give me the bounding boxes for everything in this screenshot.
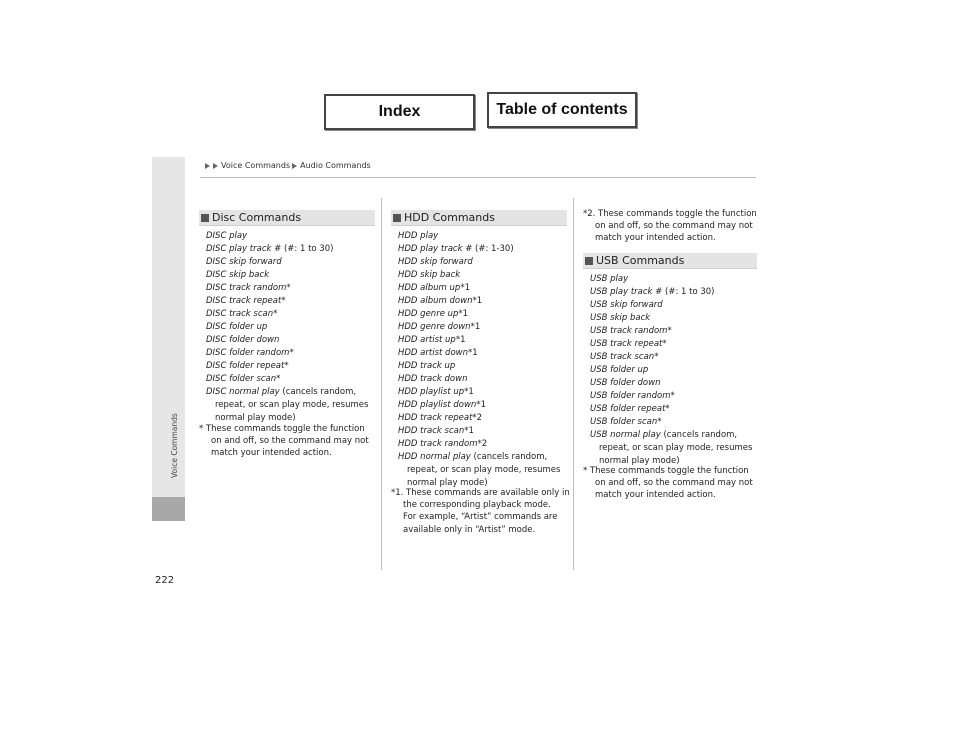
hdd-command-continuation: normal play mode) — [407, 478, 488, 488]
usb-commands-title: USB Commands — [596, 254, 685, 267]
hdd-command-name: HDD normal play — [398, 452, 471, 462]
disc-command-item — [206, 321, 368, 334]
usb-command-item — [590, 299, 752, 312]
hdd-command-note: *1 — [470, 322, 481, 332]
disc-command-note: * — [286, 283, 291, 293]
header-divider — [200, 177, 756, 178]
usb-command-note: * — [667, 326, 672, 336]
usb-command-name: USB folder up — [590, 365, 649, 375]
hdd-command-item — [398, 412, 560, 425]
disc-command-note: * — [276, 374, 281, 384]
breadcrumb-voice-commands[interactable]: Voice Commands — [221, 161, 291, 170]
breadcrumb-arrow-icon — [292, 163, 297, 169]
breadcrumb-arrow-icon — [213, 163, 218, 169]
hdd-footnote-line: *1. These commands are available only in — [391, 488, 570, 498]
section-square-icon — [393, 214, 401, 222]
usb-command-item — [590, 377, 752, 390]
usb-command-note: * — [670, 391, 675, 401]
hdd-command-name: HDD skip back — [398, 270, 461, 280]
usb-command-continuation: repeat, or scan play mode, resumes — [599, 443, 753, 453]
hdd-command-item — [398, 256, 560, 269]
disc-command-item — [206, 373, 368, 386]
usb-command-name: USB track scan — [590, 352, 655, 362]
note-2-footnote — [583, 208, 757, 245]
usb-footnote-line: * These commands toggle the function — [583, 466, 749, 476]
disc-command-list — [206, 230, 368, 425]
page-number: 222 — [155, 575, 175, 586]
hdd-command-name: HDD skip forward — [398, 257, 473, 267]
disc-command-note: (#: 1 to 30) — [281, 244, 334, 254]
hdd-command-item — [398, 425, 560, 438]
disc-footnote — [199, 423, 369, 460]
hdd-command-note: *1 — [467, 348, 478, 358]
disc-command-name: DISC normal play — [206, 387, 280, 397]
disc-command-name: DISC track scan — [206, 309, 274, 319]
hdd-command-name: HDD artist up — [398, 335, 456, 345]
hdd-command-item — [398, 243, 560, 256]
disc-commands-heading — [199, 210, 375, 226]
usb-command-note: * — [662, 339, 667, 349]
hdd-command-note: *1 — [472, 296, 483, 306]
usb-command-item — [590, 312, 752, 325]
disc-command-name: DISC folder up — [206, 322, 268, 332]
hdd-commands-heading — [391, 210, 567, 226]
disc-command-note: (cancels random, — [279, 387, 357, 397]
note-2-line: on and off, so the command may not — [595, 221, 753, 232]
hdd-command-name: HDD track repeat — [398, 413, 473, 423]
usb-footnote — [583, 465, 753, 502]
hdd-command-note: (cancels random, — [470, 452, 548, 462]
usb-command-item — [590, 351, 752, 364]
disc-command-item — [206, 386, 368, 399]
disc-command-name: DISC skip forward — [206, 257, 282, 267]
usb-command-name: USB track random — [590, 326, 668, 336]
disc-footnote-line: on and off, so the command may not — [211, 436, 369, 447]
hdd-command-name: HDD play — [398, 231, 439, 241]
hdd-command-item — [398, 308, 560, 321]
disc-footnote-line: * These commands toggle the function — [199, 424, 365, 434]
usb-command-item — [590, 286, 752, 299]
hdd-command-name: HDD track scan — [398, 426, 465, 436]
disc-command-item — [206, 334, 368, 347]
disc-command-item — [206, 295, 368, 308]
disc-command-name: DISC folder down — [206, 335, 280, 345]
disc-command-item — [206, 256, 368, 269]
usb-command-continuation: normal play mode) — [599, 456, 680, 466]
disc-command-name: DISC folder scan — [206, 374, 277, 384]
usb-command-item — [590, 390, 752, 403]
sidebar-chapter-label: Voice Commands — [170, 413, 179, 478]
hdd-command-note: *1 — [458, 309, 469, 319]
hdd-command-item — [398, 373, 560, 386]
hdd-command-item — [398, 438, 560, 451]
usb-command-list — [590, 273, 752, 468]
hdd-command-note: *2 — [477, 439, 488, 449]
hdd-command-note: *1 — [464, 387, 474, 397]
hdd-command-item — [398, 321, 560, 334]
column-divider — [381, 198, 382, 570]
usb-command-name: USB track repeat — [590, 339, 663, 349]
usb-command-note: * — [665, 404, 670, 414]
usb-footnote-line: on and off, so the command may not — [595, 478, 753, 489]
disc-commands-title: Disc Commands — [212, 211, 302, 224]
usb-command-name: USB skip forward — [590, 300, 663, 310]
index-button[interactable]: Index — [324, 94, 475, 130]
hdd-command-item — [398, 269, 560, 282]
hdd-command-item — [398, 386, 560, 399]
hdd-command-note: *1 — [460, 283, 470, 293]
disc-command-name: DISC play track # — [206, 244, 282, 254]
disc-command-name: DISC play — [206, 231, 248, 241]
hdd-command-continuation: repeat, or scan play mode, resumes — [407, 465, 561, 475]
column-divider — [573, 198, 574, 570]
hdd-command-name: HDD album down — [398, 296, 473, 306]
sidebar-chapter-tab[interactable] — [152, 497, 185, 521]
disc-command-item — [206, 360, 368, 373]
hdd-command-name: HDD track up — [398, 361, 456, 371]
hdd-command-item — [398, 399, 560, 412]
hdd-command-note: *1 — [476, 400, 486, 410]
disc-command-note: * — [289, 348, 294, 358]
hdd-command-item — [398, 451, 560, 464]
disc-command-name: DISC track repeat — [206, 296, 282, 306]
hdd-footnote — [391, 487, 570, 536]
usb-command-name: USB skip back — [590, 313, 651, 323]
hdd-command-item — [398, 360, 560, 373]
hdd-command-list — [398, 230, 560, 490]
usb-command-item — [590, 364, 752, 377]
hdd-footnote-line: For example, “Artist” commands are — [403, 512, 558, 523]
hdd-command-item — [398, 230, 560, 243]
sidebar-strip — [152, 157, 185, 497]
hdd-command-note: *1 — [464, 426, 474, 436]
usb-command-item — [590, 273, 752, 286]
table-of-contents-button[interactable]: Table of contents — [487, 92, 637, 128]
hdd-command-item — [398, 334, 560, 347]
disc-footnote-line: match your intended action. — [211, 448, 332, 459]
usb-footnote-line: match your intended action. — [595, 490, 716, 501]
hdd-command-item — [398, 282, 560, 295]
usb-command-note: * — [654, 352, 659, 362]
usb-command-name: USB play track # — [590, 287, 663, 297]
hdd-command-name: HDD genre up — [398, 309, 459, 319]
section-square-icon — [201, 214, 209, 222]
usb-command-name: USB folder repeat — [590, 404, 666, 414]
hdd-command-name: HDD playlist up — [398, 387, 465, 397]
usb-command-item — [590, 338, 752, 351]
usb-command-name: USB play — [590, 274, 629, 284]
usb-command-name: USB normal play — [590, 430, 661, 440]
breadcrumb-audio-commands[interactable]: Audio Commands — [300, 161, 371, 170]
usb-command-name: USB folder scan — [590, 417, 658, 427]
hdd-command-name: HDD genre down — [398, 322, 471, 332]
hdd-command-name: HDD track down — [398, 374, 468, 384]
disc-command-item — [206, 269, 368, 282]
usb-command-item — [590, 403, 752, 416]
usb-command-name: USB folder random — [590, 391, 671, 401]
disc-command-continuation: normal play mode) — [215, 413, 296, 423]
breadcrumb-arrow-icon — [205, 163, 210, 169]
usb-command-item — [590, 429, 752, 442]
hdd-command-note: *1 — [455, 335, 466, 345]
disc-command-item — [206, 243, 368, 256]
disc-command-name: DISC skip back — [206, 270, 270, 280]
hdd-command-note: *2 — [472, 413, 483, 423]
usb-command-item — [590, 416, 752, 429]
disc-command-name: DISC folder repeat — [206, 361, 285, 371]
note-2-line: *2. These commands toggle the function — [583, 209, 757, 219]
usb-command-name: USB folder down — [590, 378, 661, 388]
disc-command-note: * — [281, 296, 286, 306]
disc-command-note: * — [284, 361, 289, 371]
hdd-command-name: HDD track random — [398, 439, 478, 449]
hdd-commands-title: HDD Commands — [404, 211, 495, 224]
disc-command-item — [206, 347, 368, 360]
usb-command-item — [590, 325, 752, 338]
usb-command-note: (#: 1 to 30) — [662, 287, 715, 297]
disc-command-item — [206, 282, 368, 295]
disc-command-name: DISC track random — [206, 283, 287, 293]
hdd-command-name: HDD play track # — [398, 244, 473, 254]
hdd-command-name: HDD playlist down — [398, 400, 477, 410]
usb-command-note: (cancels random, — [660, 430, 738, 440]
hdd-command-note: (#: 1-30) — [472, 244, 514, 254]
usb-commands-heading — [583, 253, 757, 269]
disc-command-name: DISC folder random — [206, 348, 290, 358]
hdd-command-item — [398, 347, 560, 360]
breadcrumb — [205, 161, 371, 170]
hdd-command-name: HDD album up — [398, 283, 461, 293]
hdd-command-item — [398, 295, 560, 308]
hdd-footnote-line: available only in “Artist” mode. — [403, 524, 536, 535]
hdd-footnote-line: the corresponding playback mode. — [403, 500, 551, 511]
usb-command-note: * — [657, 417, 662, 427]
disc-command-item — [206, 308, 368, 321]
disc-command-continuation: repeat, or scan play mode, resumes — [215, 400, 369, 410]
note-2-line: match your intended action. — [595, 233, 716, 244]
section-square-icon — [585, 257, 593, 265]
disc-command-note: * — [273, 309, 278, 319]
disc-command-item — [206, 230, 368, 243]
hdd-command-name: HDD artist down — [398, 348, 468, 358]
